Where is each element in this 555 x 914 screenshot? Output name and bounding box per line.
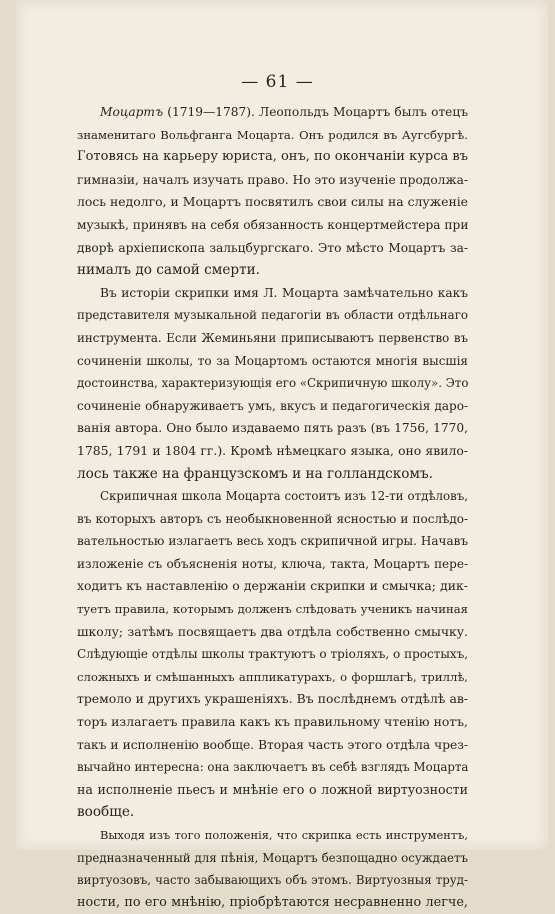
text-line: 1785, 1791 и 1804 гг.). Кромѣ нѣмецкаго языка, оно явило- <box>77 442 468 458</box>
text-line: лось недолго, и Моцартъ посвятилъ свои силы на служеніе <box>77 194 468 210</box>
text-line: вычайно интересна: она заключаетъ въ себѣ взглядъ Моцарта <box>77 760 469 775</box>
text-line: виртуозовъ, часто забывающихъ объ этомъ. Виртуозныя труд- <box>77 873 468 888</box>
text-line: гимназіи, началъ изучать право. Но это изученіе продолжа- <box>77 172 468 187</box>
text-line: нималъ до самой смерти. <box>77 262 260 279</box>
text-line: музыкѣ, принявъ на себя обязанность концертмейстера при <box>77 217 469 232</box>
text-line: сложныхъ и смѣшанныхъ аппликатурахъ, о форшлагѣ, триллѣ, <box>77 669 468 684</box>
text-line: Въ исторіи скрипки имя Л. Моцарта замѣчательно какъ <box>100 285 468 300</box>
text-line: ности, по его мнѣнію, пріобрѣтаются несравненно легче, <box>77 894 468 910</box>
text-line: торъ излагаетъ правила какъ къ правильному чтенію нотъ, <box>77 714 468 730</box>
text-line: дворѣ архіепископа зальцбургскаго. Это мѣсто Моцартъ за- <box>77 240 468 255</box>
body-text <box>77 101 468 914</box>
text-line: Выходя изъ того положенія, что скрипка есть инструментъ, <box>100 828 468 842</box>
text-line: на исполненіе пьесъ и мнѣніе его о ложной виртуозности <box>77 781 468 797</box>
text-line: туетъ правила, которымъ долженъ слѣдовать ученикъ начиная <box>77 602 468 617</box>
text-line: вательностью излагаетъ весь ходъ скрипичной игры. Начавъ <box>77 534 468 549</box>
text-line: ванія автора. Оно было издаваемо пять разъ (въ 1756, 1770, <box>77 421 468 436</box>
text-line: знаменитаго Вольфганга Моцарта. Онъ родился въ Аугсбургѣ. <box>77 127 468 142</box>
text-line: сочиненіи школы, то за Моцартомъ остаются многія высшія <box>77 353 468 368</box>
text-line: Скрипичная школа Моцарта состоитъ изъ 12-ти отдѣловъ, <box>100 489 468 504</box>
text-line: сочиненіе обнаруживаетъ умъ, вкусъ и педагогическія даро- <box>77 398 468 413</box>
text-line: достоинства, характеризующія его «Скрипичную школу». Это <box>77 376 469 391</box>
text-line: такъ и исполненію вообще. Вторая часть этого отдѣла чрез- <box>77 737 468 752</box>
text-line: вообще. <box>77 804 135 821</box>
text-line: изложеніе съ объясненія ноты, ключа, такта, Моцартъ пере- <box>77 556 468 571</box>
text-line: въ которыхъ авторъ съ необыкновенной ясностью и послѣдо- <box>77 511 468 526</box>
text-line: лось также на французскомъ и на голландскомъ. <box>77 465 433 482</box>
text-line: школу; затѣмъ посвящаетъ два отдѣла собственно смычку. <box>77 623 468 639</box>
text-line: представителя музыкальной педагогіи въ области отдѣльнаго <box>77 308 468 323</box>
italic-name: Моцартъ <box>100 105 164 119</box>
text-line: Моцартъ (1719—1787). Леопольдъ Моцартъ былъ отецъ <box>100 105 468 119</box>
text-line: тремоло и другихъ украшеніяхъ. Въ послѣднемъ отдѣлѣ ав- <box>77 691 468 707</box>
text-line: Готовясь на карьеру юриста, онъ, по окончаніи курса въ <box>77 149 468 165</box>
text-line: предназначенный для пѣнія, Моцартъ безпощадно осуждаетъ <box>77 850 468 865</box>
text-line: Слѣдующіе отдѣлы школы трактуютъ о тріоляхъ, о простыхъ, <box>77 647 469 662</box>
page-number: — 61 — <box>241 72 314 92</box>
text-line: ходитъ къ наставленію о держаніи скрипки и смычка; дик- <box>77 578 468 594</box>
text-line: инструмента. Если Жеминьяни приписываютъ первенство въ <box>77 330 468 345</box>
